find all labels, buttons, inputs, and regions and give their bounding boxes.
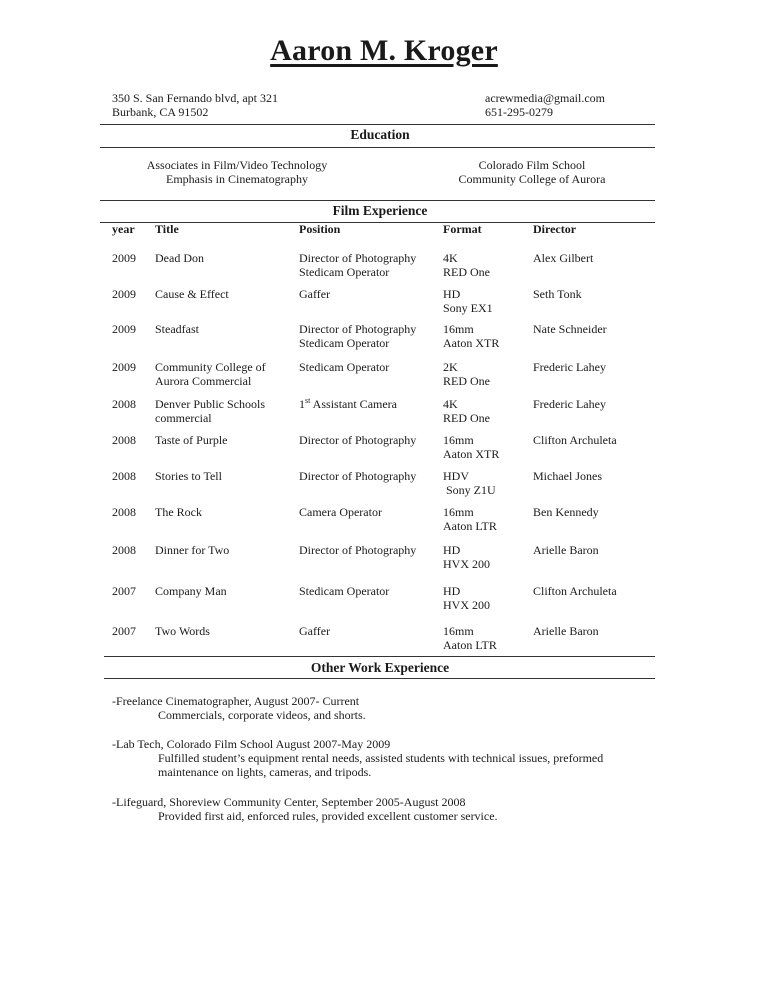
degree-line-2: Emphasis in Cinematography (166, 172, 308, 186)
film-row-format (443, 505, 497, 533)
film-row-title (155, 543, 229, 557)
film-row-position (299, 251, 416, 279)
film-row-year: 2009 (112, 360, 136, 374)
film-row-year: 2008 (112, 397, 136, 411)
title-line: Dead Don (155, 251, 204, 265)
film-row-position (299, 543, 416, 557)
job-detail: maintenance on lights, cameras, and tripods. (158, 765, 372, 779)
film-row-year: 2009 (112, 251, 136, 265)
position-line: Stedicam Operator (299, 265, 390, 279)
school-line-1: Colorado Film School (478, 158, 586, 172)
position-line: Director of Photography (299, 433, 417, 447)
email: acrewmedia@gmail.com (485, 91, 605, 105)
address-line-1: 350 S. San Fernando blvd, apt 321 (112, 91, 278, 105)
title-line: commercial (155, 411, 212, 425)
divider (100, 124, 655, 125)
position-line: Stedicam Operator (299, 336, 390, 350)
job-detail: Commercials, corporate videos, and shorts. (158, 708, 366, 722)
format-line: RED One (443, 374, 490, 388)
film-row-position (299, 584, 389, 598)
film-row-position (299, 624, 330, 638)
title-line: The Rock (155, 505, 202, 519)
job-heading: -Lab Tech, Colorado Film School August 2007-May 2009 (112, 737, 391, 751)
title-line: Stories to Tell (155, 469, 222, 483)
title-line: Two Words (155, 624, 210, 638)
film-row-format (443, 287, 493, 315)
film-row-year: 2008 (112, 433, 136, 447)
format-line: 4K (443, 251, 458, 265)
film-row-format (443, 433, 499, 461)
position-line: Gaffer (299, 624, 331, 638)
film-row-director: Clifton Archuleta (533, 584, 617, 598)
film-row-director: Alex Gilbert (533, 251, 594, 265)
job-detail: Provided first aid, enforced rules, provided excellent customer service. (158, 809, 498, 823)
format-line: RED One (443, 411, 490, 425)
ordinal-number: 1 (299, 397, 305, 411)
position-line: Director of Photography (299, 469, 417, 483)
format-line: Sony Z1U (443, 483, 496, 497)
contact-info (485, 91, 605, 119)
film-row-director: Nate Schneider (533, 322, 607, 336)
job-entry (112, 737, 603, 779)
format-line: HDV (443, 469, 469, 483)
job-heading: -Lifeguard, Shoreview Community Center, September 2005-August 2008 (112, 795, 466, 809)
address (112, 91, 278, 119)
film-row-director: Clifton Archuleta (533, 433, 617, 447)
film-row-title (155, 505, 202, 519)
column-header-year: year (112, 222, 135, 236)
format-line: 16mm (443, 505, 474, 519)
divider (104, 656, 655, 657)
education-degree (117, 158, 357, 186)
film-row-title (155, 469, 222, 483)
position-line: Camera Operator (299, 505, 382, 519)
other-work-heading: Other Work Experience (310, 660, 450, 675)
position-line: Director of Photography (299, 322, 417, 336)
format-line: Sony EX1 (443, 301, 493, 315)
film-row-title (155, 624, 210, 638)
job-detail: Fulfilled student’s equipment rental needs, assisted students with technical issues, preformed (158, 751, 604, 765)
title-line: Steadfast (155, 322, 199, 336)
education-school (420, 158, 644, 186)
film-row-position (299, 322, 416, 350)
film-row-format (443, 469, 496, 497)
position-line: Director of Photography (299, 543, 417, 557)
format-line: 16mm (443, 322, 474, 336)
film-row-position (299, 360, 389, 374)
address-line-2: Burbank, CA 91502 (112, 105, 209, 119)
film-row-year: 2008 (112, 505, 136, 519)
format-line: HVX 200 (443, 598, 490, 612)
film-row-title (155, 397, 265, 425)
degree-line-1: Associates in Film/Video Technology (146, 158, 328, 172)
job-entry (112, 694, 366, 722)
ordinal-suffix: st (305, 396, 311, 405)
format-line: Aaton LTR (443, 638, 497, 652)
film-row-position (299, 433, 416, 447)
film-row-position (299, 505, 382, 519)
divider (104, 678, 655, 679)
column-header-title: Title (155, 222, 179, 236)
format-line: HVX 200 (443, 557, 490, 571)
position-rest: Assistant Camera (310, 397, 397, 411)
film-row-format (443, 584, 490, 612)
title-line: Aurora Commercial (155, 374, 252, 388)
film-row-title (155, 251, 204, 265)
format-line: RED One (443, 265, 490, 279)
film-row-position (299, 469, 416, 483)
film-row-title (155, 360, 266, 388)
film-row-year: 2009 (112, 322, 136, 336)
film-row-year: 2009 (112, 287, 136, 301)
film-row-format (443, 397, 490, 425)
job-heading: -Freelance Cinematographer, August 2007- Current (112, 694, 360, 708)
format-line: 4K (443, 397, 458, 411)
divider (100, 200, 655, 201)
film-row-director: Frederic Lahey (533, 360, 606, 374)
title-line: Dinner for Two (155, 543, 230, 557)
resume-name: Aaron M. Kroger (270, 34, 498, 67)
film-row-director: Seth Tonk (533, 287, 582, 301)
format-line: 16mm (443, 624, 474, 638)
education-heading: Education (350, 127, 410, 142)
film-row-format (443, 251, 490, 279)
film-row-format (443, 543, 490, 571)
film-row-position (299, 287, 330, 301)
position-line: Stedicam Operator (299, 360, 390, 374)
film-row-year: 2007 (112, 624, 136, 638)
film-row-director: Arielle Baron (533, 624, 599, 638)
film-row-year: 2008 (112, 543, 136, 557)
film-row-format (443, 360, 490, 388)
position-line: Gaffer (299, 287, 331, 301)
format-line: HD (443, 287, 461, 301)
format-line: Aaton XTR (443, 336, 500, 350)
format-line: 2K (443, 360, 458, 374)
film-row-format (443, 322, 499, 350)
film-experience-heading: Film Experience (332, 203, 428, 218)
title-line: Community College of (155, 360, 266, 374)
format-line: Aaton LTR (443, 519, 497, 533)
position-line: Director of Photography (299, 251, 417, 265)
title-line: Cause & Effect (155, 287, 229, 301)
film-row-title (155, 287, 229, 301)
format-line: HD (443, 584, 461, 598)
school-line-2: Community College of Aurora (458, 172, 606, 186)
film-row-position (299, 397, 397, 411)
column-header-format: Format (443, 222, 482, 236)
format-line: 16mm (443, 433, 474, 447)
column-header-director: Director (533, 222, 577, 236)
job-entry (112, 795, 498, 823)
film-row-format (443, 624, 497, 652)
film-row-title (155, 433, 227, 447)
title-line: Taste of Purple (155, 433, 228, 447)
film-row-director: Ben Kennedy (533, 505, 599, 519)
format-line: HD (443, 543, 461, 557)
film-row-director: Frederic Lahey (533, 397, 606, 411)
film-row-title (155, 322, 199, 336)
film-row-year: 2007 (112, 584, 136, 598)
film-row-year: 2008 (112, 469, 136, 483)
phone: 651-295-0279 (485, 105, 553, 119)
divider (100, 147, 655, 148)
position-line (299, 397, 397, 411)
column-header-position: Position (299, 222, 341, 236)
film-row-director: Arielle Baron (533, 543, 599, 557)
title-line: Company Man (155, 584, 227, 598)
title-line: Denver Public Schools (155, 397, 265, 411)
film-row-director: Michael Jones (533, 469, 602, 483)
position-line: Stedicam Operator (299, 584, 390, 598)
format-line: Aaton XTR (443, 447, 500, 461)
film-row-title (155, 584, 227, 598)
